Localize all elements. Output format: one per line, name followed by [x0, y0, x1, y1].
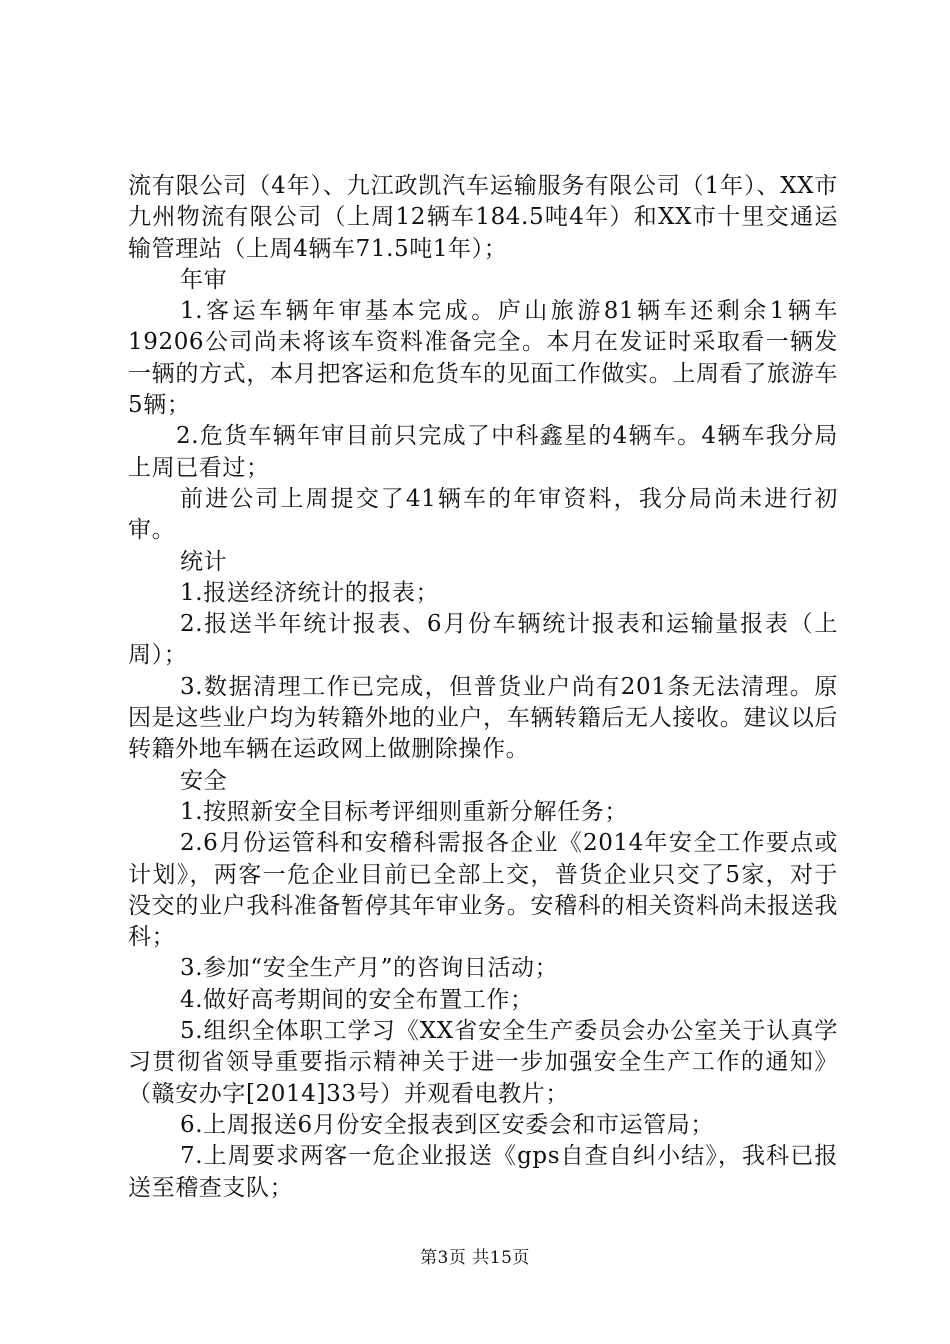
- paragraph-safety-7: 7.上周要求两客一危企业报送《gps自查自纠小结》，我科已报送至稽查支队；: [128, 1143, 838, 1201]
- paragraph-safety-5: 5.组织全体职工学习《XX省安全生产委员会办公室关于认真学习贯彻省领导重要指示精神关于进一步加强安全生产工作的通知》（赣安办字[2014]33号）并观看电教片；: [128, 1018, 838, 1107]
- paragraph-annual-review-3: 前进公司上周提交了41辆车的年审资料，我分局尚未进行初审。: [128, 485, 838, 544]
- paragraph-annual-review-2: 2.危货车辆年审目前只完成了中科鑫星的4辆车。4辆车我分局上周已看过；: [128, 423, 838, 481]
- paragraph-company-list: 流有限公司（4年）、九江政凯汽车运输服务有限公司（1年）、XX市九州物流有限公司（上周12辆车184.5吨4年）和XX市十里交通运输管理站（上周4辆车71.5吨1年）；: [128, 173, 838, 262]
- paragraph-statistics-3: 3.数据清理工作已完成，但普货业户尚有201条无法清理。原因是这些业户均为转籍外地的业户，车辆转籍后无人接收。建议以后转籍外地车辆在运政网上做删除操作。: [128, 673, 838, 763]
- section-heading-annual-review: 年审: [180, 266, 228, 293]
- paragraph-annual-review-1: 1.客运车辆年审基本完成。庐山旅游81辆车还剩余1辆车19206公司尚未将该车资料准备完全。本月在发证时采取看一辆发一辆的方式，本月把客运和危货车的见面工作做实。上周看了旅游车5辆；: [128, 298, 838, 419]
- section-heading-statistics: 统计: [180, 548, 228, 575]
- page-number-footer: 第3页 共15页: [420, 1248, 530, 1268]
- paragraph-statistics-1: 1.报送经济统计的报表；: [180, 579, 440, 606]
- paragraph-safety-2: 2.6月份运管科和安稽科需报各企业《2014年安全工作要点或计划》，两客一危企业目前已全部上交，普货企业只交了5家，对于没交的业户我科准备暂停其年审业务。安稽科的相关资料尚未报送我科；: [128, 830, 838, 951]
- document-body: [128, 171, 838, 1204]
- paragraph-safety-3: 3.参加“安全生产月”的咨询日活动；: [180, 955, 559, 982]
- paragraph-safety-4: 4.做好高考期间的安全布置工作；: [180, 986, 534, 1013]
- section-heading-safety: 安全: [180, 767, 228, 794]
- paragraph-safety-1: 1.按照新安全目标考评细则重新分解任务；: [180, 798, 628, 825]
- paragraph-safety-6: 6.上周报送6月份安全报表到区安委会和市运管局；: [180, 1111, 714, 1138]
- paragraph-statistics-2: 2.报送半年统计报表、6月份车辆统计报表和运输量报表（上周）；: [128, 611, 838, 669]
